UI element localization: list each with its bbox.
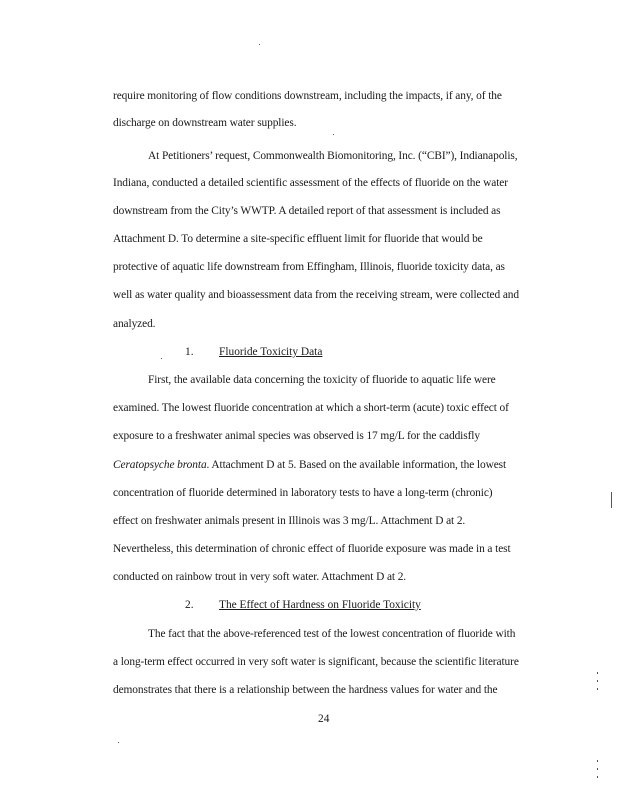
heading-number: 1. (185, 346, 194, 358)
body-text-line: discharge on downstream water supplies. (113, 117, 297, 129)
body-text-line: a long-term effect occurred in very soft water is significant, because the scientific literature (113, 656, 519, 668)
body-text-line: require monitoring of flow conditions downstream, including the impacts, if any, of the (113, 90, 502, 102)
margin-dot (597, 688, 598, 690)
page-number: 24 (318, 713, 330, 725)
heading-title: Fluoride Toxicity Data (219, 346, 323, 358)
heading-title: The Effect of Hardness on Fluoride Toxicity (219, 599, 421, 611)
body-text-fragment: . Attachment D at 5. Based on the available information, the lowest (206, 459, 507, 471)
margin-dot (597, 672, 598, 674)
body-text-line: effect on freshwater animals present in Illinois was 3 mg/L. Attachment D at 2. (113, 515, 466, 527)
body-text-line: analyzed. (113, 318, 156, 330)
body-text-line: concentration of fluoride determined in laboratory tests to have a long-term (chronic) (113, 487, 493, 499)
margin-dot (597, 776, 598, 778)
body-text-line: Nevertheless, this determination of chronic effect of fluoride exposure was made in a test (113, 543, 511, 555)
scan-speck (333, 134, 334, 135)
body-text-line: well as water quality and bioassessment data from the receiving stream, were collected and (113, 289, 519, 301)
body-text-line: conducted on rainbow trout in very soft water. Attachment D at 2. (113, 571, 407, 583)
margin-dot (597, 768, 598, 770)
margin-dot (597, 760, 598, 762)
body-text-line: At Petitioners’ request, Commonwealth Biomonitoring, Inc. (“CBI”), Indianapolis, (148, 150, 518, 162)
heading-number: 2. (185, 599, 194, 611)
body-text-line: protective of aquatic life downstream from Effingham, Illinois, fluoride toxicity data, as (113, 261, 505, 273)
scan-speck (259, 44, 260, 45)
margin-bar (611, 492, 612, 508)
body-text-line: examined. The lowest fluoride concentration at which a short-term (acute) toxic effect of (113, 402, 509, 414)
body-text-line: demonstrates that there is a relationship between the hardness values for water and the (113, 684, 498, 696)
body-text-line (113, 459, 506, 471)
body-text-line: exposure to a freshwater animal species was observed is 17 mg/L for the caddisfly (113, 430, 480, 442)
body-text-line: The fact that the above-referenced test of the lowest concentration of fluoride with (148, 628, 516, 640)
scan-speck (118, 742, 119, 743)
scan-speck (161, 358, 162, 359)
species-name: Ceratopsyche bronta (113, 459, 207, 471)
body-text-line: Attachment D. To determine a site-specific effluent limit for fluoride that would be (113, 233, 483, 245)
margin-dot (597, 680, 598, 682)
body-text-line: downstream from the City’s WWTP. A detailed report of that assessment is included as (113, 205, 501, 217)
body-text-line: First, the available data concerning the toxicity of fluoride to aquatic life were (148, 374, 496, 386)
body-text-line: Indiana, conducted a detailed scientific assessment of the effects of fluoride on the water (113, 177, 508, 189)
